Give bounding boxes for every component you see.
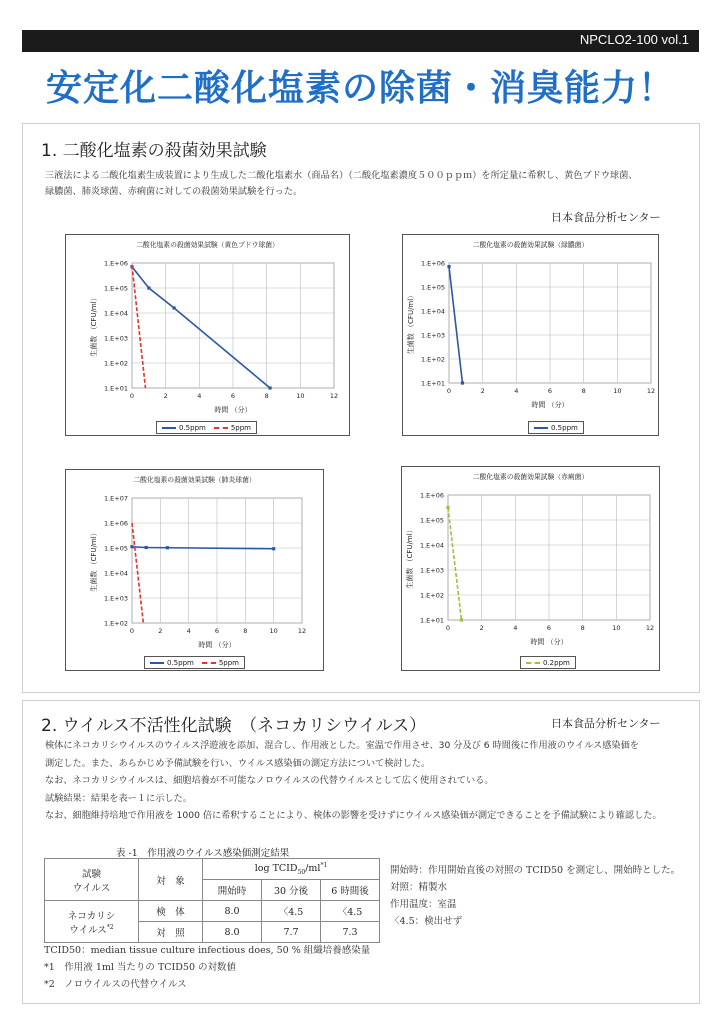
section2-heading: 2. ウイルス不活性化試験 （ネコカリシウイルス）: [41, 716, 427, 736]
data-point: [461, 381, 464, 384]
header-log-tcid: [203, 859, 380, 880]
y-tick-label: 1.E+04: [420, 307, 445, 316]
section2-body-line: なお、ネコカリシウイルスは、細胞培養が不可能なノロウイルスの代替ウイルスとして広く使用されている。: [45, 775, 494, 786]
x-axis-label: 時間 （分）: [214, 406, 252, 414]
data-point: [272, 547, 275, 550]
data-point: [268, 386, 271, 389]
note-line: 作用温度：室温: [390, 899, 457, 910]
legend-label: 5ppm: [218, 658, 240, 667]
header-log-tcid-sub: 50: [297, 869, 306, 877]
x-tick-label: 8: [264, 392, 269, 400]
x-tick-label: 6: [214, 627, 220, 635]
y-axis-label: 生菌数 （CFU/ml）: [407, 291, 415, 355]
section2-body-line: 試験結果：結果を表ー１に示した。: [45, 792, 192, 804]
cell-value: 〈4.5: [262, 901, 321, 922]
x-tick-label: 0: [446, 387, 452, 395]
virus-name-line: ネコカリシ: [67, 910, 116, 922]
footnote-line: *1 作用液 1ml 当たりの TCID50 の対数値: [44, 962, 237, 973]
section1-body-line: 三液法による二酸化塩素生成装置により生成した二酸化塩素水（商品名）（二酸化塩素濃度５００ｐｐｍ）を所定量に希釈し、黄色ブドウ球菌、: [45, 170, 638, 181]
chart-staphylococcus: [65, 234, 350, 436]
chart-pseudomonas-legend: [528, 421, 584, 434]
chart-staphylococcus-legend: [156, 421, 257, 434]
header-6h: 6 時間後: [321, 880, 380, 901]
legend-item: [162, 424, 206, 432]
y-tick-label: 1.E+01: [103, 384, 128, 393]
y-tick-label: 1.E+01: [420, 379, 445, 388]
header-test-virus: [45, 859, 139, 901]
header-test-virus-line: 試験: [81, 868, 101, 880]
cell-virus-name: [45, 901, 139, 943]
legend-item: [526, 659, 570, 667]
data-point: [446, 506, 449, 509]
note-line: 開始時：作用開始直後の対照の TCID50 を測定し、開始時とした。: [390, 865, 681, 876]
y-tick-label: 1.E+06: [103, 519, 128, 528]
section2-body-line: 測定した。また、あらかじめ予備試験を行い、ウイルス感染価の測定方法について検討した。: [45, 757, 431, 769]
section-sterilization-panel: [22, 123, 700, 693]
chart-title: 二酸化塩素の殺菌効果試験（赤痢菌）: [472, 473, 589, 481]
x-axis-label: 時間 （分）: [531, 401, 569, 409]
footnote-line: *2 ノロウイルスの代替ウイルス: [44, 979, 187, 990]
chart-shigella: [401, 466, 660, 671]
x-tick-label: 10: [612, 624, 621, 632]
section2-body: [45, 737, 695, 825]
x-tick-label: 8: [581, 387, 586, 395]
y-tick-label: 1.E+01: [419, 616, 444, 625]
cell-value: 7.3: [321, 922, 380, 943]
cell-value: 8.0: [203, 922, 262, 943]
chart-title: 二酸化塩素の殺菌効果試験（黄色ブドウ球菌）: [136, 241, 279, 249]
x-tick-label: 2: [480, 387, 485, 395]
data-point: [166, 546, 169, 549]
header-log-tcid-text: log TCID: [254, 863, 298, 875]
y-tick-label: 1.E+02: [420, 355, 445, 364]
x-tick-label: 8: [580, 624, 585, 632]
footnote-line: TCID50：median tissue culture infectious does, 50 % 組織培養感染量: [44, 945, 371, 956]
x-tick-label: 12: [646, 387, 656, 395]
x-tick-label: 4: [513, 624, 518, 632]
chart-title: 二酸化塩素の殺菌効果試験（肺炎球菌）: [133, 476, 256, 484]
document-id: NPCLO2-100 vol.1: [579, 32, 689, 47]
chart-shigella-svg: [402, 467, 659, 670]
cell-target: 検 体: [139, 901, 203, 922]
chart-pneumococcus: [65, 469, 324, 671]
x-tick-label: 4: [514, 387, 519, 395]
cell-value: 7.7: [262, 922, 321, 943]
header-log-tcid-unit: /ml: [305, 863, 321, 875]
x-axis-label: 時間 （分）: [530, 638, 568, 646]
x-tick-label: 2: [158, 627, 163, 635]
header-start: 開始時: [203, 880, 262, 901]
y-axis-label: 生菌数 （CFU/ml）: [90, 529, 98, 592]
cell-value: 〈4.5: [321, 901, 380, 922]
section2-body-line: なお、細胞維持培地で作用液を 1000 倍に希釈することにより、検体の影響を受けずにウイルス感染価が測定できることを予備試験により確認した。: [45, 810, 662, 821]
x-tick-label: 4: [186, 627, 191, 635]
note-line: 対照：精製水: [390, 882, 448, 893]
y-axis-label: 生菌数 （CFU/ml）: [406, 526, 414, 589]
x-axis-label: 時間 （分）: [198, 641, 236, 649]
section1-organization: 日本食品分析センター: [551, 211, 661, 224]
y-tick-label: 1.E+02: [419, 591, 444, 600]
chart-title: 二酸化塩素の殺菌効果試験（緑膿菌）: [472, 241, 589, 249]
data-point: [130, 545, 133, 548]
x-tick-label: 0: [129, 627, 135, 635]
chart-pneumococcus-svg: [66, 470, 323, 670]
x-tick-label: 6: [230, 392, 236, 400]
x-tick-label: 12: [329, 392, 339, 400]
header-test-virus-line: ウイルス: [72, 882, 111, 894]
y-tick-label: 1.E+04: [103, 569, 128, 578]
top-bar: [22, 30, 699, 52]
y-tick-label: 1.E+02: [103, 359, 128, 368]
y-axis-label: 生菌数 （CFU/ml）: [90, 294, 98, 357]
data-point: [147, 286, 150, 289]
x-tick-label: 10: [296, 392, 305, 400]
footnotes: [44, 942, 370, 993]
y-tick-label: 1.E+03: [420, 331, 445, 340]
table-row: [45, 901, 380, 922]
x-tick-label: 6: [546, 624, 552, 632]
table-row: [45, 859, 380, 880]
cell-target: 対 照: [139, 922, 203, 943]
legend-label: 0.2ppm: [543, 658, 570, 667]
x-tick-label: 6: [547, 387, 553, 395]
legend-label: 5ppm: [230, 423, 252, 432]
section2-body-line: 検体にネコカリシウイルスのウイルス浮遊液を添加、混合し、作用液とした。室温で作用させ、30 分及び 6 時間後に作用液のウイルス感染価を: [45, 740, 639, 751]
y-tick-label: 1.E+03: [103, 334, 128, 343]
legend-label: 0.5ppm: [167, 658, 194, 667]
chart-pneumococcus-legend: [144, 656, 245, 669]
header-target: 対 象: [139, 859, 203, 901]
header-log-tcid-sup: *1: [320, 861, 328, 869]
table-notes: [390, 862, 680, 930]
legend-item: [202, 659, 239, 667]
x-tick-label: 12: [645, 624, 655, 632]
legend-item: [534, 424, 578, 432]
data-point: [447, 265, 450, 268]
section1-heading: 1. 二酸化塩素の殺菌効果試験: [41, 141, 267, 161]
table-caption: 表 -1 作用液のウイルス感染価測定結果: [116, 848, 290, 859]
y-tick-label: 1.E+05: [103, 544, 128, 553]
cell-value: 8.0: [203, 901, 262, 922]
y-tick-label: 1.E+05: [419, 516, 444, 525]
virus-titer-table: [44, 858, 380, 943]
legend-label: 0.5ppm: [551, 423, 578, 432]
header-30min: 30 分後: [262, 880, 321, 901]
section1-body: [45, 168, 695, 200]
y-tick-label: 1.E+02: [103, 619, 128, 628]
y-tick-label: 1.E+05: [420, 283, 445, 292]
x-tick-label: 0: [129, 392, 135, 400]
virus-name-line: ウイルス: [69, 924, 107, 936]
chart-pseudomonas-svg: [403, 235, 658, 435]
legend-label: 0.5ppm: [179, 423, 206, 432]
legend-item: [214, 424, 251, 432]
chart-staphylococcus-svg: [66, 235, 349, 435]
y-tick-label: 1.E+06: [103, 259, 128, 268]
section1-body-line: 緑膿菌、肺炎球菌、赤痢菌に対しての殺菌効果試験を行った。: [45, 186, 303, 197]
y-tick-label: 1.E+03: [103, 594, 128, 603]
y-tick-label: 1.E+04: [103, 309, 128, 318]
legend-item: [150, 659, 194, 667]
chart-pseudomonas: [402, 234, 659, 436]
data-point: [172, 306, 175, 309]
chart-shigella-legend: [520, 656, 576, 669]
x-tick-label: 2: [163, 392, 168, 400]
x-tick-label: 12: [297, 627, 307, 635]
x-tick-label: 2: [479, 624, 484, 632]
y-tick-label: 1.E+06: [419, 491, 444, 500]
y-tick-label: 1.E+04: [419, 541, 444, 550]
y-tick-label: 1.E+07: [103, 494, 128, 503]
note-line: 〈4.5：検出せず: [390, 916, 463, 927]
x-tick-label: 10: [269, 627, 278, 635]
x-tick-label: 8: [243, 627, 248, 635]
virus-name-sup: *2: [106, 923, 114, 931]
y-tick-label: 1.E+05: [103, 284, 128, 293]
data-point: [145, 546, 148, 549]
page-title: 安定化二酸化塩素の除菌・消臭能力！: [45, 68, 675, 109]
x-tick-label: 10: [613, 387, 622, 395]
y-tick-label: 1.E+03: [419, 566, 444, 575]
x-tick-label: 4: [197, 392, 202, 400]
section2-organization: 日本食品分析センター: [551, 717, 661, 730]
data-point: [460, 618, 463, 621]
x-tick-label: 0: [445, 624, 451, 632]
y-tick-label: 1.E+06: [420, 259, 445, 268]
